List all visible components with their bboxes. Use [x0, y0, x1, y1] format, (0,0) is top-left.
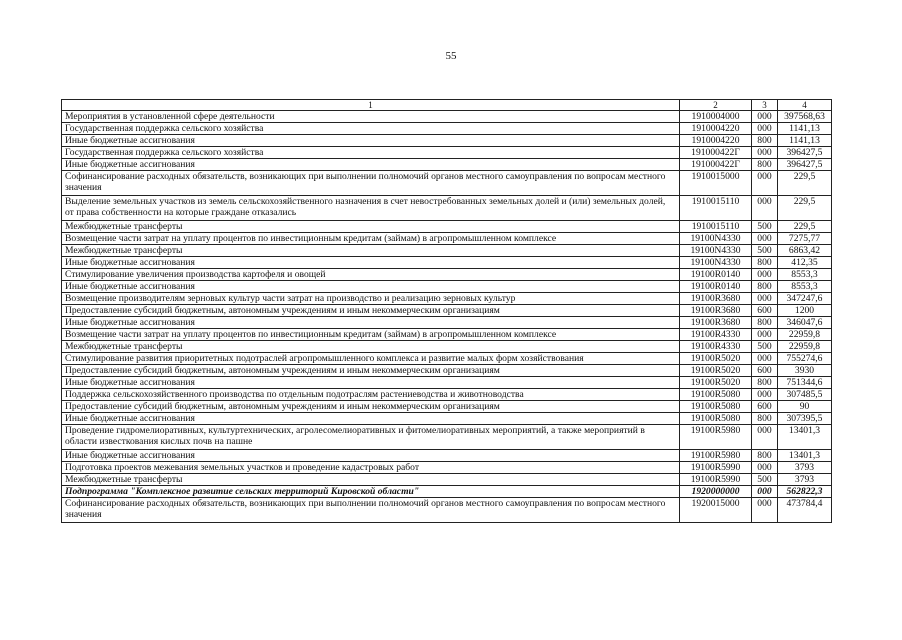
- table-row: [62, 425, 832, 450]
- row-code: 19100N4330: [680, 233, 752, 245]
- table-row: [62, 389, 832, 401]
- row-amount: 90: [778, 401, 832, 413]
- row-code: 19100R3680: [680, 293, 752, 305]
- table-row: [62, 135, 832, 147]
- table-row: [62, 293, 832, 305]
- row-amount: 347247,6: [778, 293, 832, 305]
- table-row: [62, 377, 832, 389]
- row-code: 1910015000: [680, 171, 752, 196]
- row-name: Предоставление субсидий бюджетным, автономным учреждениям и иным некоммерческим организациям: [62, 401, 680, 413]
- row-type: 000: [752, 147, 778, 159]
- row-type: 800: [752, 159, 778, 171]
- row-name: Межбюджетные трансферты: [62, 474, 680, 486]
- table-row: [62, 233, 832, 245]
- row-code: 19100R5020: [680, 353, 752, 365]
- table-row: [62, 353, 832, 365]
- row-amount: 397568,63: [778, 111, 832, 123]
- row-amount: 22959,8: [778, 341, 832, 353]
- row-name: Предоставление субсидий бюджетным, автономным учреждениям и иным некоммерческим организациям: [62, 305, 680, 317]
- table-row: [62, 486, 832, 498]
- row-name: Возмещение части затрат на уплату процентов по инвестиционным кредитам (займам) в агропромышленном комплексе: [62, 329, 680, 341]
- page-number: 55: [445, 50, 457, 62]
- row-amount: 6863,42: [778, 245, 832, 257]
- row-code: 1910015110: [680, 196, 752, 221]
- row-amount: 1141,13: [778, 135, 832, 147]
- row-name: Межбюджетные трансферты: [62, 221, 680, 233]
- table-row: [62, 341, 832, 353]
- row-type: 000: [752, 486, 778, 498]
- row-amount: 755274,6: [778, 353, 832, 365]
- table-row: [62, 281, 832, 293]
- row-name: Предоставление субсидий бюджетным, автономным учреждениям и иным некоммерческим организациям: [62, 365, 680, 377]
- row-name: Стимулирование развития приоритетных подотраслей агропромышленного комплекса и развитие малых форм хозяйствования: [62, 353, 680, 365]
- row-name: Проведение гидромелиоративных, культуртехнических, агролесомелиоративных и фитомелиоративных мероприятий, а также мероприятий в области известкования кислых почв на пашне: [62, 425, 680, 450]
- row-name: Государственная поддержка сельского хозяйства: [62, 147, 680, 159]
- row-name: Иные бюджетные ассигнования: [62, 450, 680, 462]
- table-row: [62, 147, 832, 159]
- row-name: Мероприятия в установленной сфере деятельности: [62, 111, 680, 123]
- row-code: 19100R3680: [680, 317, 752, 329]
- row-name: Выделение земельных участков из земель сельскохозяйственного назначения в счет невостребованных земельных долей и (или) земельных долей, от права собственности на которые граждане отказались: [62, 196, 680, 221]
- row-code: 19100R3680: [680, 305, 752, 317]
- row-name: Иные бюджетные ассигнования: [62, 135, 680, 147]
- row-amount: 229,5: [778, 221, 832, 233]
- row-amount: 13401,3: [778, 425, 832, 450]
- table-row: [62, 159, 832, 171]
- table-row: [62, 498, 832, 523]
- row-amount: 396427,5: [778, 147, 832, 159]
- row-name: Подпрограмма "Комплексное развитие сельских территорий Кировской области": [62, 486, 680, 498]
- table-row: [62, 450, 832, 462]
- row-code: 19100R0140: [680, 281, 752, 293]
- row-name: Иные бюджетные ассигнования: [62, 159, 680, 171]
- row-amount: 229,5: [778, 171, 832, 196]
- row-type: 500: [752, 474, 778, 486]
- table-row: [62, 462, 832, 474]
- row-code: 19100R0140: [680, 269, 752, 281]
- row-amount: 307485,5: [778, 389, 832, 401]
- row-amount: 473784,4: [778, 498, 832, 523]
- row-name: Поддержка сельскохозяйственного производства по отдельным подотраслям растениеводства и животноводства: [62, 389, 680, 401]
- table-row: [62, 245, 832, 257]
- row-type: 800: [752, 257, 778, 269]
- row-code: 19100N4330: [680, 257, 752, 269]
- budget-table-body: [62, 100, 832, 523]
- row-type: 800: [752, 413, 778, 425]
- row-amount: 346047,6: [778, 317, 832, 329]
- row-name: Возмещение производителям зерновых культур части затрат на производство и реализацию зерновых культур: [62, 293, 680, 305]
- row-amount: 229,5: [778, 196, 832, 221]
- row-amount: 13401,3: [778, 450, 832, 462]
- row-amount: 307395,5: [778, 413, 832, 425]
- row-type: 600: [752, 365, 778, 377]
- row-code: 19100R5020: [680, 377, 752, 389]
- row-code: 19100R5990: [680, 474, 752, 486]
- row-code: 19100R5080: [680, 413, 752, 425]
- table-row: [62, 269, 832, 281]
- row-type: 600: [752, 305, 778, 317]
- row-code: 19100R4330: [680, 329, 752, 341]
- row-type: 500: [752, 221, 778, 233]
- row-type: 800: [752, 450, 778, 462]
- row-amount: 7275,77: [778, 233, 832, 245]
- row-code: 1910004000: [680, 111, 752, 123]
- row-code: 1910004220: [680, 135, 752, 147]
- row-type: 800: [752, 317, 778, 329]
- row-type: 800: [752, 281, 778, 293]
- row-type: 000: [752, 123, 778, 135]
- row-type: 000: [752, 389, 778, 401]
- row-amount: 562822,3: [778, 486, 832, 498]
- header-col-1: 1: [62, 100, 680, 111]
- table-row: [62, 365, 832, 377]
- row-code: 19100R4330: [680, 341, 752, 353]
- row-amount: 3930: [778, 365, 832, 377]
- row-code: 19100R5020: [680, 365, 752, 377]
- table-row: [62, 413, 832, 425]
- table-row: [62, 221, 832, 233]
- row-type: 800: [752, 135, 778, 147]
- table-row: [62, 257, 832, 269]
- table-row: [62, 317, 832, 329]
- table-row: [62, 123, 832, 135]
- row-name: Иные бюджетные ассигнования: [62, 413, 680, 425]
- row-name: Межбюджетные трансферты: [62, 245, 680, 257]
- table-header-row: [62, 100, 832, 111]
- row-name: Иные бюджетные ассигнования: [62, 257, 680, 269]
- row-amount: 1141,13: [778, 123, 832, 135]
- row-code: 19100R5080: [680, 401, 752, 413]
- row-name: Стимулирование увеличения производства картофеля и овощей: [62, 269, 680, 281]
- row-amount: 22959,8: [778, 329, 832, 341]
- row-amount: 8553,3: [778, 269, 832, 281]
- header-col-4: 4: [778, 100, 832, 111]
- row-code: 1920000000: [680, 486, 752, 498]
- row-code: 191000422Г: [680, 159, 752, 171]
- row-code: 19100R5980: [680, 450, 752, 462]
- table-row: [62, 111, 832, 123]
- row-code: 19100R5980: [680, 425, 752, 450]
- row-code: 1920015000: [680, 498, 752, 523]
- row-amount: 1200: [778, 305, 832, 317]
- row-name: Государственная поддержка сельского хозяйства: [62, 123, 680, 135]
- table-row: [62, 401, 832, 413]
- table-row: [62, 474, 832, 486]
- row-type: 000: [752, 233, 778, 245]
- row-type: 600: [752, 401, 778, 413]
- row-type: 000: [752, 269, 778, 281]
- row-type: 000: [752, 425, 778, 450]
- row-amount: 412,35: [778, 257, 832, 269]
- table-row: [62, 171, 832, 196]
- table-row: [62, 305, 832, 317]
- row-code: 19100R5990: [680, 462, 752, 474]
- row-name: Софинансирование расходных обязательств, возникающих при выполнении полномочий органов местного самоуправления по вопросам местного значения: [62, 498, 680, 523]
- row-type: 800: [752, 377, 778, 389]
- row-name: Иные бюджетные ассигнования: [62, 281, 680, 293]
- table-row: [62, 329, 832, 341]
- row-code: 1910004220: [680, 123, 752, 135]
- row-type: 000: [752, 329, 778, 341]
- row-name: Межбюджетные трансферты: [62, 341, 680, 353]
- row-name: Софинансирование расходных обязательств, возникающих при выполнении полномочий органов местного самоуправления по вопросам местного значения: [62, 171, 680, 196]
- row-type: 500: [752, 245, 778, 257]
- header-col-2: 2: [680, 100, 752, 111]
- row-amount: 8553,3: [778, 281, 832, 293]
- table-row: [62, 196, 832, 221]
- row-code: 191000422Г: [680, 147, 752, 159]
- row-name: Возмещение части затрат на уплату процентов по инвестиционным кредитам (займам) в агропромышленном комплексе: [62, 233, 680, 245]
- row-name: Подготовка проектов межевания земельных участков и проведение кадастровых работ: [62, 462, 680, 474]
- row-name: Иные бюджетные ассигнования: [62, 317, 680, 329]
- row-type: 000: [752, 111, 778, 123]
- row-amount: 751344,6: [778, 377, 832, 389]
- row-type: 000: [752, 196, 778, 221]
- row-amount: 396427,5: [778, 159, 832, 171]
- row-code: 1910015110: [680, 221, 752, 233]
- row-type: 000: [752, 462, 778, 474]
- row-type: 000: [752, 171, 778, 196]
- row-name: Иные бюджетные ассигнования: [62, 377, 680, 389]
- row-amount: 3793: [778, 474, 832, 486]
- header-col-3: 3: [752, 100, 778, 111]
- row-type: 000: [752, 498, 778, 523]
- row-type: 000: [752, 353, 778, 365]
- row-amount: 3793: [778, 462, 832, 474]
- row-code: 19100N4330: [680, 245, 752, 257]
- row-type: 500: [752, 341, 778, 353]
- budget-table: [61, 99, 832, 523]
- row-type: 000: [752, 293, 778, 305]
- row-code: 19100R5080: [680, 389, 752, 401]
